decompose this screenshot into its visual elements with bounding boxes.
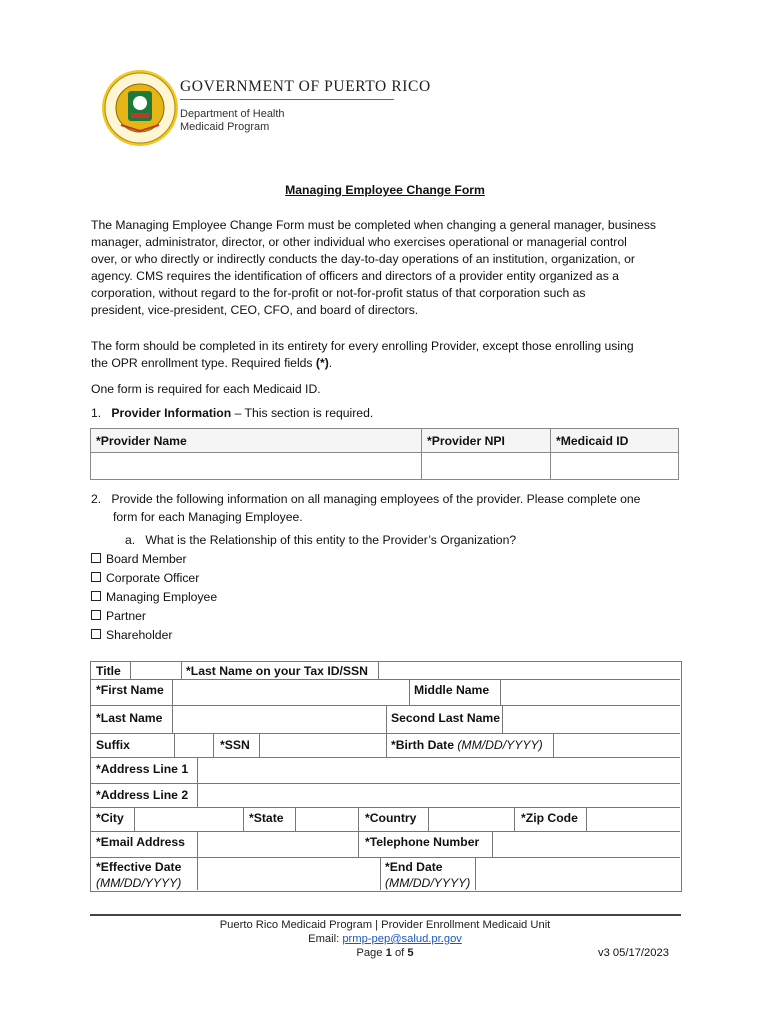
country-label: *Country <box>365 811 417 825</box>
telephone-field[interactable] <box>492 831 681 857</box>
address-line-1-label: *Address Line 1 <box>96 762 189 776</box>
option-label: Partner <box>106 609 146 623</box>
address-line-2-label: *Address Line 2 <box>96 788 189 802</box>
instructions-line: The form should be completed in its entirety for every enrolling Provider, except those enrolling using <box>91 339 634 353</box>
country-field[interactable] <box>428 807 515 831</box>
birth-date-label <box>391 738 543 752</box>
effective-date-text: *Effective Date <box>96 860 182 874</box>
provider-info-table <box>90 428 679 480</box>
header-divider <box>180 99 394 100</box>
state-field[interactable] <box>295 807 359 831</box>
address-line-1-field[interactable] <box>197 757 681 783</box>
email-label: Email: <box>308 933 343 945</box>
instructions-line-2 <box>91 355 681 372</box>
effective-date-label <box>96 859 181 891</box>
page-word: Page <box>356 947 386 959</box>
end-date-label <box>385 859 470 891</box>
department-name: Department of Health <box>180 108 285 120</box>
title-field[interactable] <box>130 661 182 679</box>
question-text: What is the Relationship of this entity to the Provider’s Organization? <box>145 533 517 547</box>
section-1-heading <box>91 406 373 420</box>
end-date-field[interactable] <box>475 857 681 890</box>
email-link[interactable]: prmp-pep@salud.pr.gov <box>342 933 462 945</box>
medicaid-id-header: *Medicaid ID <box>551 429 679 453</box>
option-corporate-officer[interactable] <box>91 571 199 585</box>
zip-code-field[interactable] <box>586 807 681 831</box>
second-last-name-label: Second Last Name <box>391 711 501 725</box>
form-title: Managing Employee Change Form <box>285 183 485 197</box>
relationship-question <box>125 533 516 547</box>
option-label: Corporate Officer <box>106 571 200 585</box>
intro-line: corporation, without regard to the for-profit or not-for-profit status of that corporation such as <box>91 286 586 300</box>
program-name: Medicaid Program <box>180 121 270 133</box>
period: . <box>328 356 333 370</box>
intro-paragraph <box>91 217 681 319</box>
government-seal <box>101 69 179 147</box>
question-letter: a. <box>125 533 136 547</box>
intro-line: The Managing Employee Change Form must be completed when changing a general manager, business <box>91 218 657 232</box>
section-number: 2. <box>91 492 102 506</box>
current-page: 1 <box>385 947 392 959</box>
checkbox-icon[interactable] <box>91 610 101 620</box>
email-field[interactable] <box>197 831 359 857</box>
section-2-line-2: form for each Managing Employee. <box>113 510 303 524</box>
tax-last-name-label: *Last Name on your Tax ID/SSN <box>186 664 368 678</box>
tax-last-name-field[interactable] <box>378 661 681 679</box>
option-label: Managing Employee <box>106 590 218 604</box>
end-date-text: *End Date <box>385 860 443 874</box>
state-label: *State <box>249 811 284 825</box>
section-number: 1. <box>91 406 102 420</box>
version-label: v3 05/17/2023 <box>598 947 669 959</box>
footer-program: Puerto Rico Medicaid Program | Provider Enrollment Medicaid Unit <box>219 919 551 931</box>
intro-line: over, or who directly or indirectly conducts the day-to-day operations of an institution, organization, or <box>91 252 635 266</box>
section-note: – This section is required. <box>231 406 374 420</box>
total-pages: 5 <box>407 947 414 959</box>
option-partner[interactable] <box>91 609 146 623</box>
option-shareholder[interactable] <box>91 628 172 642</box>
email-label: *Email Address <box>96 835 185 849</box>
section-title: Provider Information <box>111 406 232 420</box>
instructions-paragraph <box>91 338 681 372</box>
seal-icon <box>101 69 179 147</box>
checkbox-icon[interactable] <box>91 553 101 563</box>
footer-divider <box>90 914 681 916</box>
intro-line: agency. CMS requires the identification of officers and directors of a provider entity organized as a <box>91 269 619 283</box>
birth-date-text: *Birth Date <box>391 738 458 752</box>
first-name-field[interactable] <box>172 679 410 705</box>
section-2-line-1 <box>91 490 691 508</box>
checkbox-icon[interactable] <box>91 591 101 601</box>
last-name-field[interactable] <box>172 705 387 733</box>
ssn-field[interactable] <box>259 733 387 757</box>
city-field[interactable] <box>134 807 244 831</box>
checkbox-icon[interactable] <box>91 572 101 582</box>
intro-line: president, vice-president, CEO, CFO, and board of directors. <box>91 303 419 317</box>
suffix-field[interactable] <box>174 733 214 757</box>
section-2-text: Provide the following information on all managing employees of the provider. Please complete one <box>111 492 641 506</box>
effective-date-field[interactable] <box>197 857 381 890</box>
date-format-hint: (MM/DD/YYYY) <box>96 876 182 890</box>
date-format-hint: (MM/DD/YYYY) <box>457 738 543 752</box>
date-format-hint: (MM/DD/YYYY) <box>385 876 471 890</box>
provider-npi-field[interactable] <box>422 453 551 480</box>
medicaid-id-field[interactable] <box>551 453 679 480</box>
second-last-name-field[interactable] <box>502 705 681 733</box>
birth-date-field[interactable] <box>553 733 681 757</box>
last-name-label: *Last Name <box>96 711 163 725</box>
address-line-2-field[interactable] <box>197 783 681 807</box>
instructions-text: the OPR enrollment type. Required fields <box>91 356 316 370</box>
middle-name-label: Middle Name <box>414 683 490 697</box>
option-managing-employee[interactable] <box>91 590 217 604</box>
provider-npi-header: *Provider NPI <box>422 429 551 453</box>
middle-name-field[interactable] <box>500 679 681 705</box>
option-label: Shareholder <box>106 628 173 642</box>
one-form-note: One form is required for each Medicaid ID. <box>91 382 321 396</box>
checkbox-icon[interactable] <box>91 629 101 639</box>
first-name-label: *First Name <box>96 683 164 697</box>
provider-name-header: *Provider Name <box>91 429 422 453</box>
option-board-member[interactable] <box>91 552 187 566</box>
intro-line: manager, administrator, director, or other individual who exercises operational or managerial control <box>91 235 627 249</box>
title-label: Title <box>96 664 121 678</box>
suffix-label: Suffix <box>96 738 130 752</box>
required-marker: (*) <box>315 356 329 370</box>
telephone-label: *Telephone Number <box>365 835 480 849</box>
section-2-heading <box>91 490 691 526</box>
ssn-label: *SSN <box>220 738 250 752</box>
page-of: of <box>391 947 408 959</box>
footer-email <box>0 933 770 945</box>
provider-name-field[interactable] <box>91 453 422 480</box>
city-label: *City <box>96 811 124 825</box>
option-label: Board Member <box>106 552 187 566</box>
gov-title: GOVERNMENT OF PUERTO RICO <box>180 78 431 95</box>
zip-code-label: *Zip Code <box>521 811 578 825</box>
